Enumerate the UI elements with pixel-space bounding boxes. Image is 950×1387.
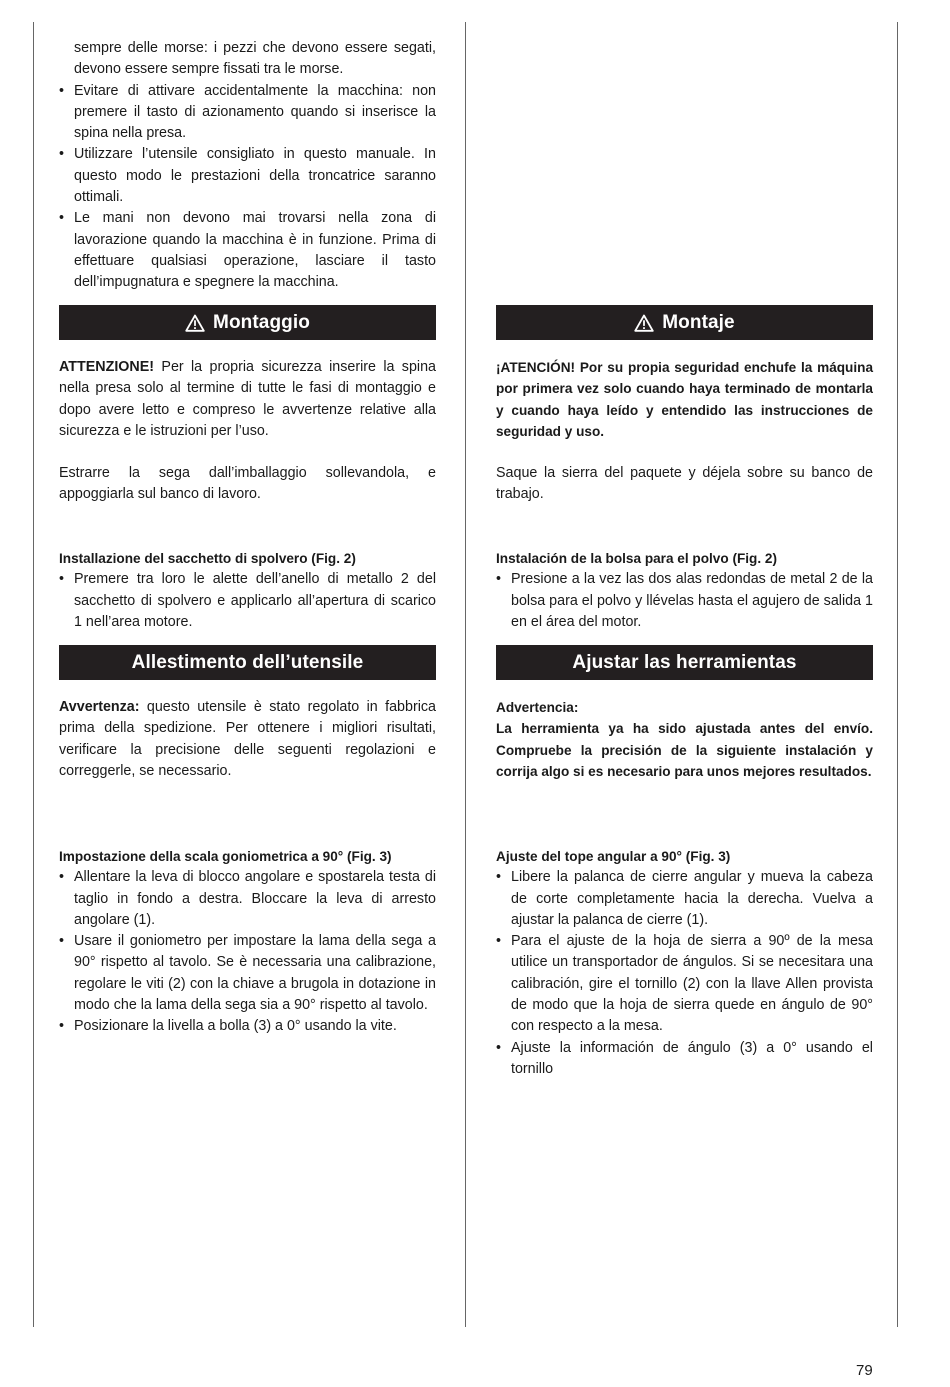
bullet-continuation: sempre delle morse: i pezzi che devono essere segati, devono essere sempre fissati tra le morse. [74,40,436,78]
tope-section [496,846,873,1080]
body-paragraph: Estrarre la sega dall’imballaggio sollevandola, e appoggiarla sul banco di lavoro. [59,465,436,503]
bullet-list [496,867,873,1080]
subheading: Ajuste del tope angular a 90° (Fig. 3) [496,849,731,864]
warning-text: Por su propia seguridad enchufe la máquina por primera vez solo cuando haya terminado de montarla y cuando haya leído y entendido las instrucciones de seguridad y uso. [496,360,873,439]
body-paragraph: Saque la sierra del paquete y déjela sobre su banco de trabajo. [496,465,873,503]
warning-text: La herramienta ya ha sido ajustada antes del envío. Compruebe la precisión de la siguiente instalación y corrija algo si es necesario para unos mejores resultados. [496,721,873,779]
montaggio-warning [59,357,436,442]
list-item: • Le mani non devono mai trovarsi nella zona di lavorazione quando la macchina è in funzione. Prima di effettuare qualsiasi operazione, lasciare il tasto dell’impugnatura e spegnere la macchina. [59,208,436,293]
warning-triangle-icon [185,314,205,332]
section-bar-allestimento [59,645,436,680]
list-item: • Premere tra loro le alette dell’anello di metallo 2 del sacchetto di spolvero e applicarlo all’apertura di scarico 1 nell’area motore. [59,569,436,633]
bullet-list [496,569,873,633]
allestimento-warning [59,697,436,782]
warning-text: questo utensile è stato regolato in fabbrica prima della spedizione. Per ottenere i migliori risultati, verificare la precisione delle seguenti regolazioni e correggerle, se necessario. [59,699,436,779]
page-number: 79 [856,1362,873,1379]
list-item: • Usare il goniometro per impostare la lama della sega a 90° rispetto al tavolo. Se è necessaria una calibrazione, regolare le viti (2) con la chiave a brugola in dotazione in modo che la lama della sega sia a 90° rispetto al tavolo. [59,931,436,1016]
montaggio-paragraph [59,463,436,506]
warning-label: Avvertenza: [59,699,140,715]
list-item: • Allentare la leva di blocco angolare e spostarela testa di taglio in fondo a destra. Bloccare la leva di arresto angolare (1). [59,867,436,931]
list-item: • Libere la palanca de cierre angular y mueva la cabeza de corte completamente hacia la derecha. Vuelva a ajustar la palanca de cierre (1). [496,867,873,931]
section-title: Montaje [662,311,735,333]
center-column-rule [465,22,466,1327]
section-title: Ajustar las herramientas [572,651,797,673]
warning-paragraph [59,357,436,442]
warning-text: Per la propria sicurezza inserire la spina nella presa solo al termine di tutte le fasi di montaggio e dopo avere letto e compreso le avvertenze relative alla sicurezza e le istruzioni per l’uso. [59,359,436,439]
warning-triangle-icon [634,314,654,332]
section-title: Montaggio [213,311,310,333]
warning-label: Advertencia: [496,700,579,715]
list-item: • Presione a la vez las dos alas redondas de metal 2 de la bolsa para el polvo y llévelas hasta el agujero de salida 1 en el área del motor. [496,569,873,633]
sacchetto-section [59,548,436,633]
subheading: Impostazione della scala goniometrica a 90° (Fig. 3) [59,849,392,864]
list-item: • Posizionare la livella a bolla (3) a 0° usando la vite. [59,1016,436,1037]
section-bar-montaggio [59,305,436,340]
left-margin-rule [33,22,34,1327]
bolsa-section [496,548,873,633]
warning-label: ¡ATENCIÓN! [496,360,576,375]
list-item: • Utilizzare l’utensile consigliato in questo manuale. In questo modo le prestazioni della troncatrice saranno ottimali. [59,144,436,208]
ajustar-warning [496,697,873,782]
bullet-list [59,867,436,1037]
right-margin-rule [897,22,898,1327]
scala-section [59,846,436,1038]
section-bar-montaje [496,305,873,340]
subheading: Installazione del sacchetto di spolvero (Fig. 2) [59,551,356,566]
warning-paragraph [496,357,873,442]
montaje-paragraph [496,463,873,506]
section-title: Allestimento dell’utensile [131,651,364,673]
warning-paragraph [59,697,436,782]
list-item: • Ajuste la información de ángulo (3) a 0° usando el tornillo [496,1038,873,1081]
bullet-list [59,569,436,633]
section-bar-ajustar [496,645,873,680]
list-item: • Evitare di attivare accidentalmente la macchina: non premere il tasto di azionamento quando si inserisce la spina nella presa. [59,81,436,145]
safety-bullets [59,38,436,294]
bullet-list [59,81,436,294]
warning-label: ATTENZIONE! [59,359,155,375]
list-item: • Para el ajuste de la hoja de sierra a 90º de la mesa utilice un transportador de ángulos. Si se necesitara una calibración, gire el tornillo (2) con la llave Allen provista de modo que la hoja de sierra quede en ángulo de 90° con respecto a la mesa. [496,931,873,1037]
subheading: Instalación de la bolsa para el polvo (Fig. 2) [496,551,778,566]
montaje-warning [496,357,873,442]
